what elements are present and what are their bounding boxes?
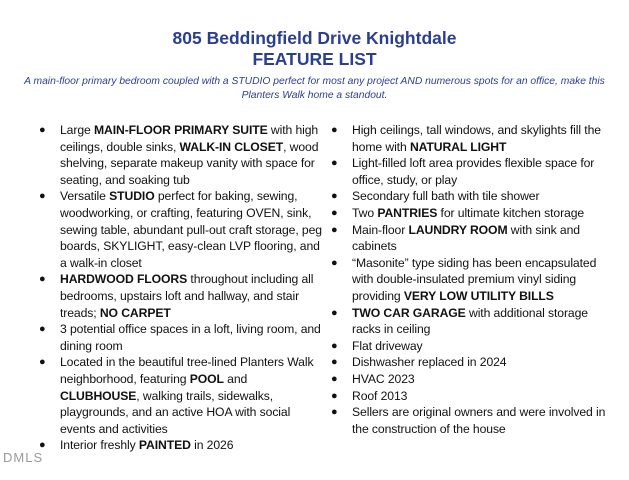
feature-text: Main-floor — [352, 222, 409, 237]
feature-item — [328, 155, 608, 188]
bullet-icon: ● — [331, 356, 338, 369]
feature-text: High ceilings, tall windows, and skylights fill the home with — [352, 123, 601, 154]
feature-item — [328, 371, 608, 388]
feature-item — [328, 305, 608, 338]
feature-item — [328, 255, 608, 305]
feature-text: Two — [352, 205, 378, 220]
property-address: 805 Beddingfield Drive Knightdale — [172, 28, 457, 48]
feature-text: Large — [60, 123, 94, 137]
feature-highlight: CLUBHOUSE — [60, 388, 137, 403]
feature-highlight: PANTRIES — [377, 205, 438, 220]
feature-highlight: MAIN-FLOOR PRIMARY SUITE — [93, 123, 268, 137]
feature-text: Secondary full bath with tile shower — [352, 189, 540, 204]
mls-watermark-logo: DMLS — [3, 450, 44, 465]
feature-text: Dishwasher replaced in 2024 — [352, 355, 507, 370]
feature-highlight: VERY LOW UTILITY BILLS — [403, 288, 554, 303]
bullet-icon: ● — [331, 372, 338, 385]
feature-text: “Masonite” type siding has been encapsulated with double-insulated premium vinyl siding providing — [352, 255, 597, 303]
feature-text: Flat driveway — [352, 338, 423, 353]
bullet-icon: ● — [331, 389, 338, 402]
feature-item — [36, 122, 322, 188]
feature-item — [328, 122, 608, 155]
feature-text: Light-filled loft area provides flexible space for office, study, or play — [352, 156, 595, 187]
feature-item — [328, 205, 608, 222]
bullet-icon: ● — [331, 256, 338, 269]
feature-text: with sink and cabinets — [352, 222, 580, 254]
feature-item — [36, 188, 322, 271]
bullet-icon: ● — [39, 356, 46, 369]
feature-text: Interior freshly — [60, 438, 139, 453]
features-left-list — [36, 122, 322, 454]
bullet-icon: ● — [39, 273, 46, 286]
bullet-icon: ● — [331, 223, 338, 236]
bullet-icon: ● — [39, 124, 46, 136]
feature-item — [36, 437, 322, 454]
feature-item — [328, 222, 608, 255]
bullet-icon: ● — [331, 406, 338, 419]
features-right-column — [328, 122, 608, 437]
feature-item — [328, 388, 608, 405]
feature-item — [328, 354, 608, 371]
feature-text: HVAC 2023 — [352, 371, 415, 386]
feature-highlight: PAINTED — [138, 438, 191, 453]
feature-item — [36, 354, 322, 437]
feature-highlight: LAUNDRY ROOM — [408, 222, 508, 237]
feature-text: 3 potential office spaces in a loft, living room, and dining room — [60, 322, 321, 353]
feature-text: Roof 2013 — [352, 388, 408, 403]
bullet-icon: ● — [39, 439, 46, 452]
feature-item — [328, 338, 608, 355]
feature-text: Sellers are original owners and were involved in the construction of the house — [352, 405, 606, 436]
feature-highlight: POOL — [189, 371, 224, 386]
feature-text: in 2026 — [190, 438, 234, 453]
feature-text: with additional storage racks in ceiling — [352, 305, 588, 337]
feature-highlight: HARDWOOD FLOORS — [60, 272, 188, 287]
feature-list-title: FEATURE LIST — [252, 49, 377, 69]
feature-item — [36, 321, 322, 354]
feature-item — [328, 404, 608, 437]
bullet-icon: ● — [39, 190, 46, 203]
bullet-icon: ● — [331, 206, 338, 219]
bullet-icon: ● — [331, 339, 338, 352]
feature-text: and — [223, 371, 248, 386]
features-left-column — [36, 122, 322, 454]
feature-text: Versatile — [60, 189, 110, 204]
bullet-icon: ● — [331, 190, 338, 203]
feature-text: Located in the beautiful tree-lined Planters Walk neighborhood, featuring — [60, 355, 314, 386]
feature-text: , walking trails, sidewalks, playgrounds, and an active HOA with social events and activities — [60, 388, 291, 436]
feature-text: for ultimate kitchen storage — [437, 205, 585, 220]
feature-highlight: NATURAL LIGHT — [409, 139, 507, 154]
bullet-icon: ● — [39, 323, 46, 336]
bullet-icon: ● — [331, 157, 338, 170]
tagline: A main-floor primary bedroom coupled with a STUDIO perfect for most any project AND numerous spots for an office, make this Planters Walk home a standout. — [24, 76, 605, 101]
feature-highlight: STUDIO — [109, 189, 155, 204]
feature-text: perfect for baking, sewing, woodworking, or crafting, featuring OVEN, sink, sewing table, abundant pull-out craft storage, peg boards, SKYLIGHT, easy-clean LVP flooring, and a walk-in closet — [60, 189, 322, 270]
feature-highlight: WALK-IN CLOSET — [179, 139, 284, 154]
features-right-list — [328, 122, 608, 437]
bullet-icon: ● — [331, 124, 338, 136]
feature-item — [328, 188, 608, 205]
bullet-icon: ● — [331, 306, 338, 319]
feature-highlight: NO CARPET — [99, 305, 171, 320]
feature-text: , wood shelving, separate makeup vanity with space for seating, and soaking tub — [60, 139, 319, 187]
header — [0, 28, 629, 103]
feature-item — [36, 271, 322, 321]
feature-highlight: TWO CAR GARAGE — [352, 305, 466, 320]
feature-text: throughout including all bedrooms, upstairs loft and hallway, and stair treads; — [60, 272, 314, 320]
feature-text: with high ceilings, double sinks, — [60, 123, 319, 154]
